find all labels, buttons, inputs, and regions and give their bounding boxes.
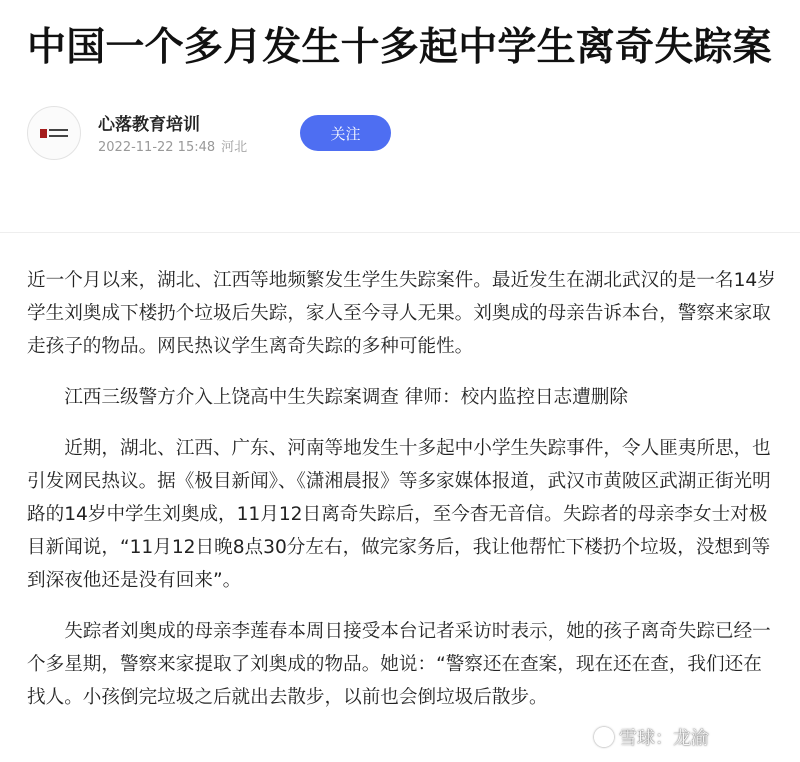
body-paragraph: 失踪者刘奥成的母亲李莲春本周日接受本台记者采访时表示，她的孩子离奇失踪已经一个多星期，警察来家提取了刘奥成的物品。她说：“警察还在查案，现在还在查，我们还在找人。小孩倒完垃圾之后就出去散步，以前也会倒垃圾后散步。 xyxy=(27,621,771,708)
header-divider xyxy=(0,232,800,233)
watermark xyxy=(594,722,709,752)
circle-logo-icon xyxy=(594,727,614,747)
body-paragraph: 近期，湖北、江西、广东、河南等地发生十多起中小学生失踪事件，令人匪夷所思，也引发网民热议。据《极目新闻》、《潇湘晨报》等多家媒体报道，武汉市黄陂区武湖正街光明路的14岁中学生刘奥成，11月12日离奇失踪后，至今杳无音信。失踪者的母亲李女士对极目新闻说，“11月12日晚8点30分左右，做完家务后，我让他帮忙下楼扔个垃圾，没想到等到深夜他还是没有回来”。 xyxy=(27,438,771,591)
author-name[interactable]: 心落教育培训 xyxy=(98,115,200,135)
article-title: 中国一个多月发生十多起中学生离奇失踪案 xyxy=(27,25,772,70)
author-row xyxy=(27,106,777,166)
publish-date: 2022-11-22 15:48 xyxy=(98,140,216,155)
author-meta xyxy=(98,136,247,155)
related-headline: 江西三级警方介入上饶高中生失踪案调查 律师：校内监控日志遭删除 xyxy=(64,387,628,408)
article-header xyxy=(27,0,777,166)
article-body xyxy=(27,264,779,732)
follow-button[interactable]: 关注 xyxy=(300,115,391,151)
brand-logo-icon xyxy=(40,128,68,138)
publish-location: 河北 xyxy=(221,140,248,155)
lead-paragraph: 近一个月以来，湖北、江西等地频繁发生学生失踪案件。最近发生在湖北武汉的是一名14岁学生刘奥成下楼扔个垃圾后失踪，家人至今寻人无果。刘奥成的母亲告诉本台，警察来家取走孩子的物品。网民热议学生离奇失踪的多种可能性。 xyxy=(27,270,776,357)
author-avatar[interactable] xyxy=(27,106,81,160)
watermark-text: 雪球：龙渝 xyxy=(619,728,709,749)
